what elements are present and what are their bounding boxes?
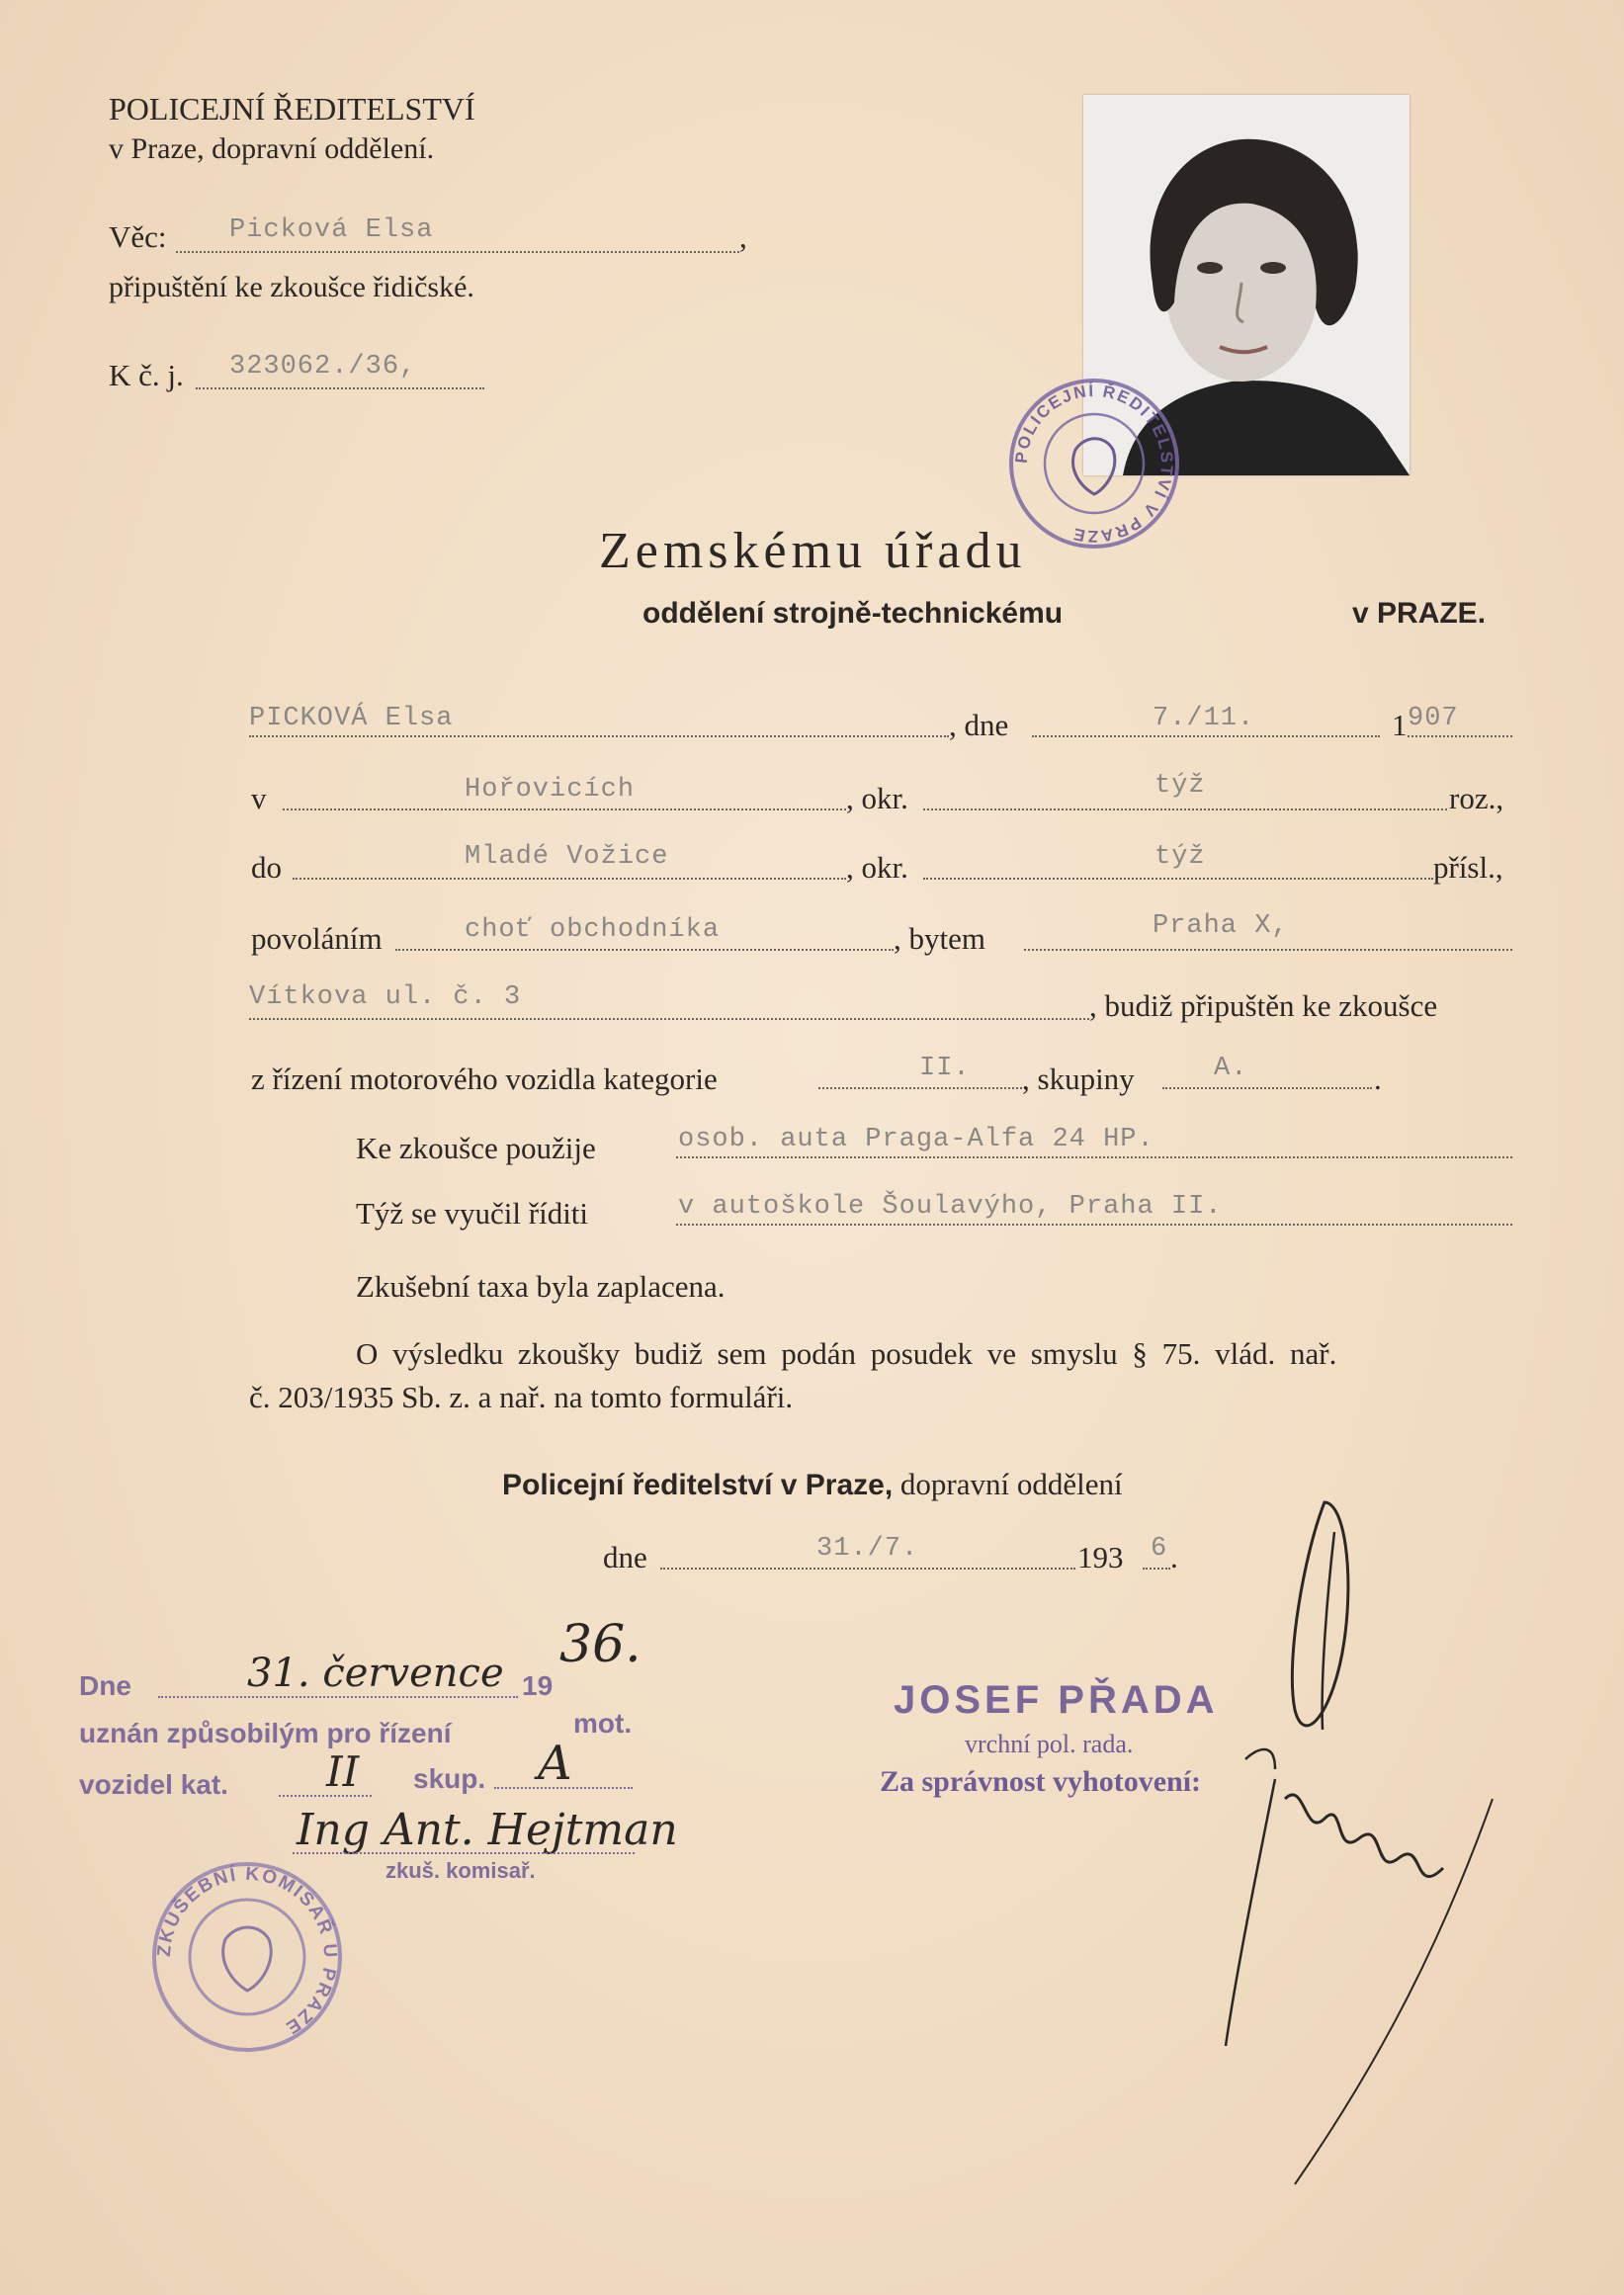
training-value: v autoškole Šoulavýho, Praha II. bbox=[678, 1192, 1223, 1222]
police-seal bbox=[1006, 376, 1182, 552]
kcj-value: 323062./36, bbox=[229, 352, 417, 382]
police-seal-graphic bbox=[1006, 376, 1182, 552]
vehicle-use-dotted-line bbox=[676, 1156, 1512, 1158]
skupiny-label: , skupiny bbox=[1022, 1062, 1135, 1096]
name-dotted-line bbox=[249, 735, 949, 737]
exam-category-label: vozidel kat. bbox=[79, 1769, 228, 1800]
exam-category-handwritten: II bbox=[326, 1747, 360, 1796]
commissioner-label: zkuš. komisař. bbox=[385, 1858, 536, 1883]
kcj-dotted-line bbox=[196, 387, 484, 389]
residence-dotted-line bbox=[1024, 949, 1512, 951]
exam-commission-seal bbox=[148, 1858, 346, 2056]
birth-year-prefix: 1 bbox=[1392, 708, 1408, 742]
vec-label: Věc: bbox=[109, 219, 167, 254]
birth-district: týž bbox=[1154, 771, 1206, 801]
authority-line bbox=[502, 1467, 1123, 1502]
bytem-label: , bytem bbox=[894, 921, 985, 956]
exam-group-label: skup. bbox=[413, 1763, 486, 1794]
exam-approval-end: mot. bbox=[573, 1708, 633, 1739]
training-label: Týž se vyučil říditi bbox=[356, 1196, 589, 1231]
v-label: v bbox=[251, 781, 267, 815]
training-dotted-line bbox=[676, 1224, 1512, 1226]
exam-year-prefix: 19 bbox=[522, 1670, 554, 1701]
org-name: POLICEJNÍ ŘEDITELSTVÍ bbox=[109, 91, 475, 127]
okr-label: , okr. bbox=[846, 781, 908, 815]
signer-name: JOSEF PŘADA bbox=[894, 1678, 1219, 1722]
birth-date-dotted-line bbox=[1032, 735, 1380, 737]
domicile: Mladé Vožice bbox=[465, 842, 669, 872]
exam-seal-text: ZKUŠEBNÍ KOMISAŘ U PRAZE bbox=[153, 1863, 341, 2039]
birth-place: Hořovicích bbox=[465, 775, 636, 805]
vec-value: Picková Elsa bbox=[229, 215, 434, 245]
vehicle-use-value: osob. auta Praga-Alfa 24 HP. bbox=[678, 1125, 1154, 1154]
footer-date: 31./7. bbox=[816, 1534, 919, 1564]
do-label: do bbox=[251, 850, 282, 885]
result-line-1: O výsledku zkoušky budiž sem podán posudek ve smyslu § 75. vlád. nař. bbox=[356, 1336, 1337, 1371]
signer-rank: vrchní pol. rada. bbox=[965, 1730, 1134, 1758]
examiner-signature: Ing Ant. Hejtman bbox=[297, 1805, 678, 1855]
domicile-district-dotted-line bbox=[923, 878, 1433, 880]
examiner-signature-line bbox=[293, 1852, 635, 1854]
vec-comma: , bbox=[739, 219, 747, 254]
group-value: A. bbox=[1214, 1054, 1248, 1083]
applicant-name: PICKOVÁ Elsa bbox=[249, 704, 454, 733]
category-period: . bbox=[1374, 1062, 1382, 1096]
street-value: Vítkova ul. č. 3 bbox=[249, 982, 522, 1012]
birth-year-dotted-line bbox=[1408, 735, 1512, 737]
category-value: II. bbox=[919, 1054, 971, 1083]
exam-approval-line: uznán způsobilým pro řízení bbox=[79, 1718, 452, 1748]
official-signature bbox=[1216, 1463, 1512, 2194]
birth-year: 907 bbox=[1408, 704, 1459, 733]
group-dotted-line bbox=[1162, 1087, 1372, 1089]
footer-year-prefix: 193 bbox=[1077, 1540, 1124, 1574]
footer-dne-label: dne bbox=[603, 1540, 647, 1574]
exam-dne-label: Dne bbox=[79, 1670, 131, 1701]
certification-text: Za správnost vyhotovení: bbox=[880, 1765, 1202, 1798]
vec-dotted-line bbox=[176, 251, 739, 253]
subject-line: připuštění ke zkoušce řidičské. bbox=[109, 271, 474, 303]
vehicle-use-label: Ke zkoušce použije bbox=[356, 1131, 596, 1165]
fee-text: Zkušební taxa byla zaplacena. bbox=[356, 1269, 726, 1304]
occupation-dotted-line bbox=[395, 949, 894, 951]
police-seal-text: POLICEJNÍ ŘEDITELSTVÍ V PRAZE bbox=[1011, 381, 1177, 547]
residence-city: Praha X, bbox=[1153, 911, 1289, 941]
authority-bold: Policejní ředitelství v Praze, bbox=[502, 1469, 894, 1501]
admitted-text: , budiž připuštěn ke zkoušce bbox=[1089, 988, 1438, 1023]
org-department: v Praze, dopravní oddělení. bbox=[109, 132, 435, 165]
addressee-department: oddělení strojně-technickému bbox=[642, 597, 1064, 630]
kcj-label: K č. j. bbox=[109, 358, 184, 392]
street-dotted-line bbox=[249, 1018, 1089, 1020]
vehicle-category-text: z řízení motorového vozidla kategorie bbox=[251, 1062, 718, 1096]
occupation-label: povoláním bbox=[251, 921, 383, 956]
prisl-label: přísl., bbox=[1433, 850, 1503, 885]
exam-seal-graphic bbox=[148, 1858, 346, 2056]
roz-label: roz., bbox=[1449, 781, 1504, 815]
birth-date: 7./11. bbox=[1153, 704, 1255, 733]
addressee-title: Zemskému úřadu bbox=[599, 523, 1027, 579]
domicile-dotted-line bbox=[293, 878, 846, 880]
exam-date-dotted-line bbox=[158, 1696, 518, 1698]
okr-label-2: , okr. bbox=[846, 850, 908, 885]
exam-date-handwritten: 31. července bbox=[247, 1651, 504, 1696]
occupation-value: choť obchodníka bbox=[465, 915, 721, 945]
exam-year-handwritten: 36. bbox=[559, 1615, 641, 1674]
category-dotted-line bbox=[818, 1087, 1022, 1089]
authority-rest: dopravní oddělení bbox=[893, 1467, 1123, 1501]
domicile-district: týž bbox=[1154, 842, 1206, 872]
footer-year: 6 bbox=[1151, 1534, 1168, 1564]
exam-group-handwritten: A bbox=[538, 1736, 572, 1791]
addressee-city: v PRAZE. bbox=[1352, 597, 1487, 630]
birth-dne-label: , dne bbox=[949, 708, 1009, 742]
birth-district-dotted-line bbox=[923, 808, 1447, 810]
footer-date-dotted-line bbox=[660, 1568, 1075, 1570]
footer-year-dotted-line bbox=[1143, 1568, 1170, 1570]
footer-period: . bbox=[1170, 1540, 1178, 1574]
result-line-2: č. 203/1935 Sb. z. a nař. na tomto formuláři. bbox=[249, 1380, 794, 1414]
birthplace-dotted-line bbox=[283, 808, 846, 810]
